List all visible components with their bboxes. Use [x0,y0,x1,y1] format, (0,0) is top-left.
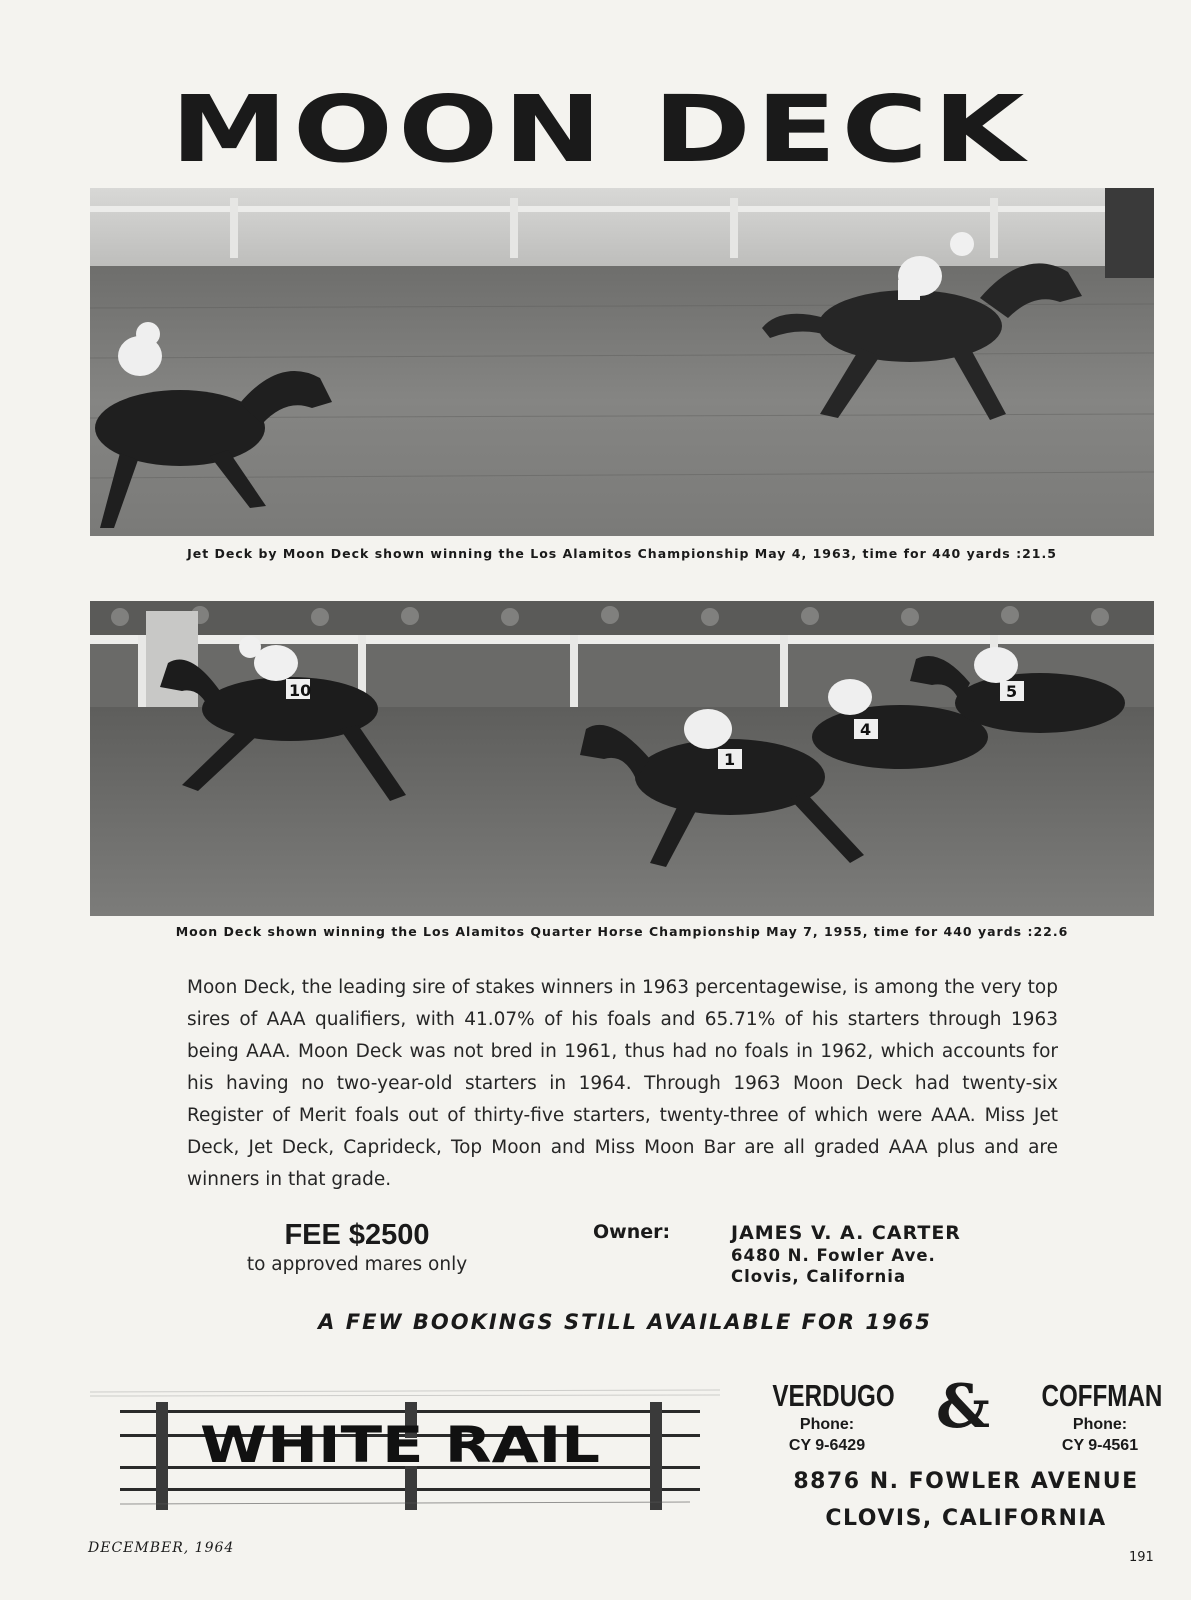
address-line-2: CLOVIS, CALIFORNIA [825,1506,1107,1531]
partner-coffman [1025,1378,1175,1456]
saddle-cloth-5: 5 [1006,682,1018,701]
partner-phone-label: Phone: [1072,1416,1128,1433]
fee-amount: FEE $2500 [284,1219,430,1251]
saddle-cloth-10: 10 [289,681,312,700]
white-rail-logo [90,1376,720,1514]
partner-phone: CY 9-4561 [1061,1437,1139,1454]
stud-description: Moon Deck, the leading sire of stakes winners in 1963 percentagewise, is among the very top sires of AAA qualifiers, with 41.07% of his foals and 65.71% of his starters through 1963 being AAA. Moon Deck was not bred in 1961, thus had no foals in 1962, which accounts for his having no two-year-old starters in 1964. Through 1963 Moon Deck had twenty-six Register of Merit foals out of thirty-five starters, twenty-three of which were AAA. Miss Jet Deck, Jet Deck, Caprideck, Top Moon and Miss Moon Bar are all graded AAA plus and are winners in that grade. [187,977,1058,1190]
owner-info [731,1221,961,1287]
owner-street: 6480 N. Fowler Ave. [731,1246,936,1265]
stud-fee [232,1218,482,1278]
race-photo-moon-deck [90,601,1154,916]
logo-text: WHITE RAIL [200,1416,600,1474]
photo-caption-1: Jet Deck by Moon Deck shown winning the Los Alamitos Championship May 4, 1963, time for 440 yards :21.5 [187,546,1057,561]
saddle-cloth-4: 4 [860,720,872,739]
owner-name: JAMES V. A. CARTER [731,1222,961,1244]
issue-date: DECEMBER, 1964 [88,1540,235,1556]
owner-city: Clovis, California [731,1267,907,1286]
page-number: 191 [1129,1550,1154,1565]
owner-label: Owner: [593,1221,671,1243]
race-photo-jet-deck [90,188,1154,536]
partner-name: COFFMAN [1041,1378,1163,1413]
saddle-cloth-1: 1 [724,750,736,769]
partner-phone-label: Phone: [799,1416,855,1433]
partner-phone: CY 9-6429 [788,1437,866,1454]
fee-terms: to approved mares only [246,1254,468,1275]
partner-verdugo [757,1378,897,1456]
headline: MOON DECK [170,76,1030,183]
address-line-1: 8876 N. FOWLER AVENUE [793,1469,1139,1494]
partner-name: VERDUGO [772,1378,895,1413]
bookings-notice: A FEW BOOKINGS STILL AVAILABLE FOR 1965 [318,1310,932,1334]
ampersand: & [935,1372,991,1442]
photo-caption-2: Moon Deck shown winning the Los Alamitos Quarter Horse Championship May 7, 1955, time for 440 yards :22.6 [175,924,1069,939]
farm-address [757,1463,1175,1537]
